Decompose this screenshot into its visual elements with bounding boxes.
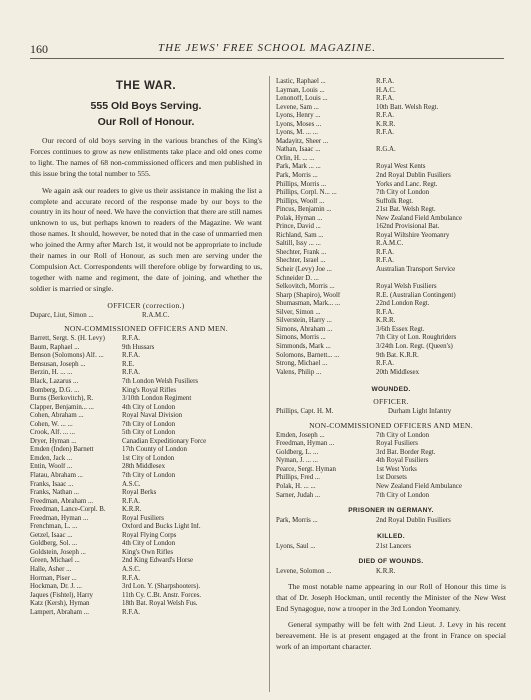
soldier-unit: 4th City of London (122, 540, 176, 548)
soldier-name: Nathan, Isaac ... (276, 146, 321, 154)
soldier-unit: 7th City of London (122, 420, 176, 428)
soldier-unit: 3/10th London Regiment (122, 395, 192, 403)
list-item (276, 112, 506, 121)
wounded-officer-heading: OFFICER. (373, 397, 409, 407)
soldier-unit: R.F.A. (122, 608, 141, 616)
list-item (30, 446, 262, 455)
soldier-unit: New Zealand Field Ambulance (376, 482, 462, 490)
soldier-name: Simmonds, Mark ... (276, 342, 331, 350)
soldier-unit: Canadian Expeditionary Force (122, 437, 207, 445)
soldier-name: Nyman, J. ... ... (276, 457, 318, 465)
list-item (276, 334, 506, 343)
soldier-unit: R.F.A. (376, 112, 395, 120)
soldier-name: Franks, Nathan ... (30, 489, 79, 497)
soldier-unit: K.R.R. (376, 568, 396, 576)
soldier-name: Getzel, Isaac ... (30, 531, 73, 539)
list-item (30, 532, 262, 541)
soldier-unit: R.F.A. (122, 574, 141, 582)
soldier-name: Phillips, Corpl. N... ... (276, 189, 337, 197)
list-item (276, 440, 506, 449)
soldier-unit: A.S.C. (122, 566, 141, 573)
list-item (276, 223, 506, 232)
soldier-unit: 3/6th Essex Regt. (376, 325, 425, 333)
subheading-old-boys: 555 Old Boys Serving. (90, 100, 202, 112)
list-item (30, 387, 262, 396)
soldier-unit: R.F.A. (122, 497, 141, 505)
list-item (30, 352, 262, 361)
soldier-name: Cohen, W. ... ... (30, 420, 73, 428)
list-item (276, 215, 506, 224)
page-number: 160 (30, 42, 48, 56)
list-item (276, 408, 506, 417)
list-item (30, 557, 262, 566)
soldier-name: Katz (Kersh), Hyman (30, 600, 90, 608)
list-item (276, 206, 506, 215)
soldier-unit: 17th County of London (122, 446, 187, 454)
soldier-unit: 7th City of London (376, 491, 430, 499)
soldier-name: Frenchman, L. ... (30, 523, 78, 531)
soldier-name: Silverstein, Harry ... (276, 317, 332, 325)
soldier-name: Park, Morris ... (276, 172, 318, 180)
soldier-name: Freedman, Hyman ... (30, 514, 89, 522)
soldier-name: Levene, Solomon ... (276, 568, 332, 576)
soldier-name: Baum, Raphael ... (30, 343, 80, 351)
soldier-name: Lenonoff, Louis ... (276, 95, 328, 103)
soldier-name: Park, Morris ... (276, 517, 318, 525)
soldier-unit: R.F.A. (376, 95, 395, 103)
list-item (276, 240, 506, 249)
list-item (30, 540, 262, 549)
soldier-name: Park, Mark ... ... (276, 163, 321, 171)
soldier-unit: 21st Lancers (376, 542, 412, 550)
soldier-name: Phillips, Capt. H. M. (276, 408, 334, 416)
soldier-name: Saltill, Issy ... ... (276, 240, 321, 248)
soldier-unit: R.F.A. (376, 129, 395, 137)
soldier-unit: 162nd Provisional Bat. (376, 223, 440, 231)
soldier-unit: 7th City of Lon. Roughriders (376, 334, 457, 342)
soldier-name: Jaques (Fishtel), Harry (30, 591, 93, 599)
soldier-unit: R.F.A. (376, 257, 395, 265)
soldier-unit: Oxford and Bucks Light Inf. (122, 523, 201, 531)
list-item (276, 326, 506, 335)
list-item (30, 549, 262, 558)
soldier-unit: R.F.A. (122, 352, 141, 360)
nco-heading: NON-COMMISSIONED OFFICERS AND MEN. (64, 324, 228, 334)
section-heading-war: THE WAR. (115, 80, 177, 92)
wounded-list (276, 432, 506, 500)
list-item (30, 344, 262, 353)
soldier-unit: 21st Bat. Welsh Regt. (376, 206, 436, 214)
soldier-name: Lyons, M. ... ... (276, 129, 318, 137)
soldier-unit: 10th Batt. Welsh Regt. (376, 103, 439, 111)
soldier-name: Shumasman, Mark... ... (276, 300, 341, 308)
list-item (276, 257, 506, 266)
soldier-name: Simons, Abraham ... (276, 325, 333, 333)
list-item (276, 360, 506, 369)
closing-paragraph: General sympathy will be felt with 2nd Lieut. J. Levy in his recent bereavement. He is at present engaged at the front in France on special work of an important character. (276, 619, 506, 651)
soldier-unit: 1st West Yorks (376, 465, 417, 473)
list-item (276, 457, 506, 466)
soldier-unit: Yorks and Lanc. Regt. (376, 180, 438, 188)
list-item (276, 369, 506, 378)
nco-list-right (276, 78, 506, 377)
list-item (30, 489, 262, 498)
header-rule (30, 58, 504, 59)
soldier-unit: K.R.R. (376, 317, 396, 325)
soldier-name: Lampert, Abraham ... (30, 608, 89, 616)
soldier-name: Bensusan, Joseph ... (30, 360, 86, 368)
left-column (30, 78, 262, 617)
soldier-unit: Royal Berks (122, 489, 157, 497)
soldier-name: Phillips, Morris ... (276, 180, 327, 188)
list-item (276, 249, 506, 258)
list-item (276, 172, 506, 181)
list-item (276, 466, 506, 475)
list-item (276, 317, 506, 326)
soldier-unit: Royal Flying Corps (122, 531, 177, 539)
soldier-unit: King's Royal Rifles (122, 386, 177, 394)
soldier-unit: 7th London Welsh Fusiliers (122, 377, 199, 385)
soldier-unit: R.G.A. (376, 146, 396, 154)
list-item (30, 481, 262, 490)
soldier-name: Layman, Louis ... (276, 86, 325, 94)
soldier-name: Solomons, Barnett... ... (276, 351, 340, 359)
list-item (276, 155, 506, 164)
soldier-unit: K.R.R. (122, 506, 142, 514)
soldier-unit: 3/24th Lon. Regt. (Queen's) (376, 342, 453, 350)
list-item (30, 506, 262, 515)
soldier-name: Goldstein, Joseph ... (30, 548, 86, 556)
soldier-name: Shechter, Israel ... (276, 257, 326, 265)
list-item (276, 432, 506, 441)
soldier-unit: 4th City of London (122, 403, 176, 411)
list-item (276, 543, 506, 552)
list-item (30, 429, 262, 438)
soldier-unit: Royal West Kents (376, 163, 426, 171)
soldier-unit: R.E. (122, 360, 135, 368)
list-item (30, 566, 262, 575)
soldier-unit: 1st City of London (122, 454, 175, 462)
soldier-name: Freedman, Lance-Corpl. B. (30, 506, 106, 514)
soldier-name: Prince, David ... (276, 223, 321, 231)
soldier-unit: R.A.M.C. (376, 240, 404, 248)
soldier-name: Hockman, Dr. J. ... (30, 583, 82, 591)
soldier-name: Dryer, Hyman ... (30, 437, 77, 445)
list-item (30, 421, 262, 430)
list-item (276, 568, 506, 577)
soldier-name: Lyons, Henry ... (276, 112, 321, 120)
soldier-name: Franks, Isaac ... (30, 480, 74, 488)
right-column (276, 78, 506, 657)
intro-paragraph: We again ask our readers to give us their assistance in making the list a complete and accurate record of the response made by our boys to the country in its hour of need. We have the conviction that there are still names unknown to us, but perhaps known to readers of the Magazine. We want those names. It should, however, be noted that in the case of unmarried men who joined the Army after March 1st, it would not be appropriate to include their names in our Roll of Honour, as such men are serving under the Compulsion Act. Correspondents will therefore oblige by forwarding to us, together with name and regiment, the date of joining, and whether the soldier is married or single. (30, 185, 262, 293)
soldier-name: Levene, Sam ... (276, 103, 319, 111)
list-item (276, 283, 506, 292)
soldier-unit: 11th Cy. C.Bt. Anstr. Forces. (122, 591, 202, 599)
list-item (276, 352, 506, 361)
list-item (276, 163, 506, 172)
soldier-name: Orlin, H. ... ... (276, 154, 315, 162)
list-item (30, 609, 262, 618)
soldier-name: Lastic, Raphael ... (276, 78, 326, 85)
soldier-unit: 2nd Royal Dublin Fusiliers (376, 172, 451, 180)
list-item (276, 232, 506, 241)
soldier-unit (376, 275, 506, 284)
list-item (30, 592, 262, 601)
wounded-heading: WOUNDED. (371, 386, 411, 394)
list-item (276, 87, 506, 96)
soldier-unit: H.A.C. (376, 86, 396, 94)
soldier-name: Sarner, Judah ... (276, 491, 321, 499)
soldier-name: Phillips, Fred ... (276, 474, 321, 482)
list-item (30, 515, 262, 524)
soldier-name: Freedman, Hyman ... (276, 440, 335, 448)
list-item (30, 583, 262, 592)
list-item (276, 517, 506, 526)
list-item (276, 146, 506, 155)
soldier-unit: 7th City of London (376, 189, 430, 197)
soldier-name: Simons, Morris ... (276, 334, 326, 342)
list-item (30, 335, 262, 344)
soldier-name: Benson (Solomons) Alf. ... (30, 352, 104, 360)
soldier-unit (376, 155, 506, 164)
soldier-unit: Royal Fusiliers (122, 514, 164, 522)
soldier-unit: King's Own Rifles (122, 548, 174, 556)
list-item (276, 300, 506, 309)
soldier-unit: 9th Bat. K.R.R. (376, 351, 419, 359)
soldier-unit: R.E. (Australian Contingent) (376, 291, 456, 299)
list-item (276, 449, 506, 458)
killed-heading: KILLED. (377, 532, 405, 540)
soldier-name: Horman, Piser ... (30, 574, 77, 582)
soldier-name: Madayitz, Sheer ... (276, 137, 329, 145)
soldier-name: Green, Michael ... (30, 557, 80, 565)
officer-correction-heading: OFFICER (correction.) (107, 300, 185, 310)
soldier-name: Black, Lazarus ... (30, 377, 79, 385)
column-divider (269, 76, 270, 692)
soldier-name: Schneider D. ... (276, 274, 319, 282)
list-item (30, 498, 262, 507)
soldier-unit: A.S.C. (122, 480, 141, 488)
soldier-unit: Durham Light Infantry (388, 408, 452, 416)
soldier-name: Strong, Michael ... (276, 360, 328, 368)
list-item (30, 395, 262, 404)
died-of-wounds-heading: DIED OF WOUNDS. (358, 558, 424, 566)
list-item (276, 198, 506, 207)
soldier-unit: 7th City of London (122, 471, 176, 479)
soldier-unit: Australian Transport Service (376, 266, 456, 274)
list-item (276, 483, 506, 492)
soldier-name: Goldberg, Sol. ... (30, 540, 78, 548)
list-item (276, 104, 506, 113)
soldier-unit: 9th Hussars (122, 343, 155, 351)
soldier-unit: Royal Fusiliers (376, 440, 418, 448)
subheading-roll-of-honour: Our Roll of Honour. (97, 116, 195, 128)
soldier-unit: New Zealand Field Ambulance (376, 214, 462, 222)
list-item (30, 312, 262, 321)
list-item (276, 474, 506, 483)
soldier-unit: 4th Royal Fusiliers (376, 457, 429, 465)
list-item (276, 121, 506, 130)
list-item (30, 463, 262, 472)
list-item (30, 404, 262, 413)
list-item (276, 292, 506, 301)
list-item (30, 361, 262, 370)
soldier-unit: R.A.M.C. (142, 311, 170, 319)
nco-list-left (30, 335, 262, 617)
soldier-unit: Royal Naval Division (122, 412, 183, 420)
soldier-unit: Royal Welsh Fusiliers (376, 283, 437, 291)
soldier-unit: 18th Bat. Royal Welsh Fus. (122, 600, 198, 608)
soldier-name: Emden, Joseph ... (276, 431, 325, 439)
page-header (30, 42, 504, 56)
soldier-name: Pincus, Benjamin ... (276, 206, 332, 214)
soldier-name: Polak, Hyman ... (276, 214, 323, 222)
running-title: THE JEWS' FREE SCHOOL MAGAZINE. (158, 42, 376, 54)
soldier-unit: 5th City of London (122, 429, 176, 437)
soldier-unit: 1st Dorsets (376, 474, 407, 482)
soldier-name: Cohen, Abraham ... (30, 412, 84, 420)
soldier-name: Scheir (Levy) Joe ... (276, 266, 332, 274)
soldier-name: Silver, Simon ... (276, 308, 321, 316)
intro-paragraph: Our record of old boys serving in the various branches of the King's Forces continues to grow as new enlistments take place and old ones come to light. The names of 68 non-commissioned officers and men published in this issue bring the total number to 555. (30, 136, 262, 178)
soldier-name: Valens, Philip ... (276, 368, 322, 376)
list-item (276, 129, 506, 138)
soldier-unit: R.F.A. (376, 360, 395, 368)
soldier-unit: Royal Wiltshire Yeomanry (376, 231, 450, 239)
soldier-name: Goldberg, L. ... (276, 448, 319, 456)
list-item (276, 138, 506, 147)
soldier-name: Sharp (Shapiro), Woolf (276, 291, 341, 299)
soldier-name: Clapper, Benjamin... ... (30, 403, 94, 411)
soldier-name: Barrett, Sergt. S. (H. Levy) (30, 335, 105, 343)
soldier-unit: 7th City of London (376, 431, 430, 439)
soldier-unit: R.F.A. (376, 78, 395, 85)
soldier-name: Pearce, Sergt. Hyman (276, 465, 336, 473)
list-item (276, 343, 506, 352)
list-item (30, 575, 262, 584)
soldier-unit: Suffolk Regt. (376, 197, 414, 205)
list-item (276, 266, 506, 275)
soldier-name: Emden, Jack ... (30, 454, 73, 462)
soldier-unit: 2nd Royal Dublin Fusiliers (376, 517, 451, 525)
soldier-name: Emden (Inden) Barnett (30, 446, 94, 454)
soldier-name: Halle, Asher ... (30, 566, 72, 573)
soldier-unit: K.R.R. (376, 120, 396, 128)
soldier-name: Entin, Woolf ... (30, 463, 73, 471)
soldier-unit: 22nd London Regt. (376, 300, 430, 308)
soldier-unit: R.F.A. (122, 369, 141, 377)
soldier-name: Berzin, H. ... ... (30, 369, 73, 377)
soldier-unit: 3rd Bat. Border Regt. (376, 448, 436, 456)
soldier-name: Polak, H. ... ... (276, 482, 316, 490)
soldier-unit: 2nd King Edward's Horse (122, 557, 194, 565)
soldier-name: Selkovitch, Morris ... (276, 283, 335, 291)
soldier-name: Crook, Alf. ... ... (30, 429, 75, 437)
soldier-name: Lyons, Saul ... (276, 542, 316, 550)
wounded-nco-heading: NON-COMMISSIONED OFFICERS AND MEN. (309, 420, 473, 430)
soldier-name: Freedman, Abraham ... (30, 497, 94, 505)
list-item (276, 189, 506, 198)
list-item (30, 455, 262, 464)
list-item (276, 181, 506, 190)
list-item (276, 275, 506, 284)
soldier-name: Richland, Sam ... (276, 231, 324, 239)
soldier-name: Phillips, Woolf ... (276, 197, 325, 205)
list-item (276, 309, 506, 318)
list-item (30, 438, 262, 447)
soldier-name: Flatau, Abraham ... (30, 471, 83, 479)
closing-paragraph: The most notable name appearing in our Roll of Honour this time is that of Dr. Joseph Hockman, until recently the Minister of the New West End Synagogue, now a trooper in the 3rd London Yeomanry. (276, 581, 506, 613)
prisoner-heading: PRISONER IN GERMANY. (348, 507, 434, 515)
list-item (30, 600, 262, 609)
soldier-name: Duparc, Liut, Simon ... (30, 311, 94, 319)
list-item (30, 378, 262, 387)
soldier-unit: 3rd Lon. Y. (Sharpshooters). (122, 583, 201, 591)
soldier-name: Burns (Berkovitch), R. (30, 395, 94, 403)
soldier-unit (376, 138, 506, 147)
list-item (276, 95, 506, 104)
soldier-unit: R.F.A. (376, 308, 395, 316)
soldier-unit: R.F.A. (122, 335, 141, 343)
soldier-unit: R.F.A. (376, 248, 395, 256)
soldier-unit: 20th Middlesex (376, 368, 420, 376)
list-item (276, 492, 506, 501)
soldier-name: Bomberg, D.G. ... (30, 386, 80, 394)
list-item (30, 523, 262, 532)
soldier-name: Shechter, Frank ... (276, 248, 327, 256)
list-item (30, 412, 262, 421)
soldier-name: Lyons, Moses ... (276, 120, 322, 128)
soldier-unit: 28th Middlesex (122, 463, 166, 471)
list-item (276, 78, 506, 87)
list-item (30, 369, 262, 378)
list-item (30, 472, 262, 481)
